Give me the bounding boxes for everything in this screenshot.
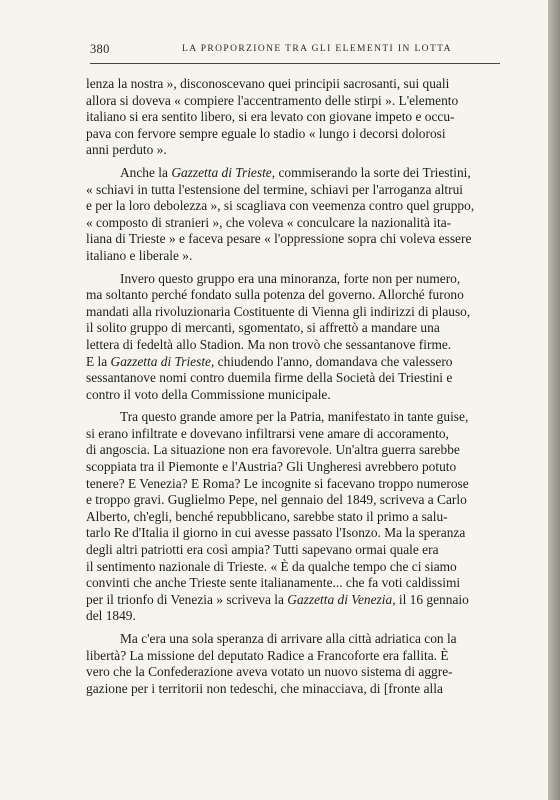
text-line: Alberto, ch'egli, benché repubblicano, sarebbe stato il primo a salu- [86,508,448,524]
header-rule [90,63,500,64]
text-line: « composto di stranieri », che voleva « conculcare la nazionalità ita- [86,214,452,230]
text-line: degli altri patriotti era così ampia? Tutti sapevano ormai quale era [86,542,439,558]
text-line: pava con fervore sempre eguale lo stadio « lungo i decorsi dolorosi [86,125,446,141]
page-number: 380 [90,42,110,56]
text-line: lettera di fedeltà allo Stadion. Ma non trovò che sessantanove firme. [86,336,452,352]
newspaper-title: Gazzetta di Trieste [110,353,211,369]
newspaper-title: Gazzetta di Trieste [171,164,272,180]
text-line: del 1849. [86,608,136,624]
text-line: italiano e liberale ». [86,247,193,263]
text-line: convinti che anche Trieste sente italianamente... che fa voti caldissimi [86,575,461,591]
text-line: per il trionfo di Venezia » scriveva la Gazzetta di Venezia, il 16 gennaio [86,591,469,607]
newspaper-title: Gazzetta di Venezia [287,591,393,607]
text-line: il solito gruppo di mercanti, sgomentato, si affrettò a mandare una [86,320,440,336]
text-line: scoppiata tra il Piemonte e l'Austria? Gli Ungheresi avrebbero potuto [86,459,457,475]
text-line: mandati alla rivoluzionaria Costituente di Vienna gli indirizzi di plauso, [86,303,471,319]
text-line: contro il voto della Commissione municipale. [86,386,331,402]
text-line: tarlo Re d'Italia il giorno in cui avesse passato l'Isonzo. Ma la speranza [86,525,466,541]
text-line: Tra questo grande amore per la Patria, manifestato in tante guise, [120,409,469,425]
text-line: « schiavi in tutta l'estensione del termine, schiavi per l'arroganza altrui [86,181,464,197]
text-line: sessantanove nomi contro duemila firme della Società dei Triestini e [86,370,453,386]
text-line: Ma c'era una sola speranza di arrivare alla città adriatica con la [120,631,457,646]
page-edge-shadow [548,0,560,800]
body-text [86,76,502,697]
text-line: Invero questo gruppo era una minoranza, forte non per numero, [120,270,461,286]
text-line: gazione per i territorii non tedeschi, che minacciava, di [fronte alla [86,680,443,696]
text-line: si erano infiltrate e dovevano infiltrarsi vene amare di accoramento, [86,425,449,441]
text-line: il sentimento nazionale di Trieste. « È da qualche tempo che ci siamo [86,558,457,574]
text-line: lenza la nostra », disconoscevano quei principii sacrosanti, sui quali [86,76,450,91]
text-line: libertà? La missione del deputato Radice a Francoforte era fallita. È [86,647,449,663]
text-line: E la Gazzetta di Trieste, chiudendo l'anno, domandava che valessero [86,353,453,369]
text-line: di angoscia. La situazione non era favorevole. Un'altra guerra sarebbe [86,442,460,458]
text-line: italiano si era sentito libero, si era levato con giovane impeto e occu- [86,109,455,125]
text-line: anni perduto ». [86,142,167,158]
text-line: Anche la Gazzetta di Trieste, commiserando la sorte dei Triestini, [120,164,471,180]
text-line: tenere? E Venezia? E Roma? Le incognite si facevano troppo numerose [86,475,469,491]
text-line: e troppo gravi. Guglielmo Pepe, nel gennaio del 1849, scriveva a Carlo [86,492,467,508]
text-line: vero che la Confederazione aveva votato un nuovo sistema di aggre- [86,664,453,680]
text-line: allora si doveva « compiere l'accentramento delle stirpi ». L'elemento [86,92,459,108]
text-line: ma soltanto perché fondato sulla potenza del governo. Allorché furono [86,287,464,303]
running-head: LA PROPORZIONE TRA GLI ELEMENTI IN LOTTA [182,44,452,54]
text-line: liana di Trieste » e faceva pesare « l'oppressione sopra chi voleva essere [86,231,472,247]
text-line: e per la loro debolezza », si scagliava con veemenza contro quel gruppo, [86,198,475,214]
page-header [90,40,502,60]
